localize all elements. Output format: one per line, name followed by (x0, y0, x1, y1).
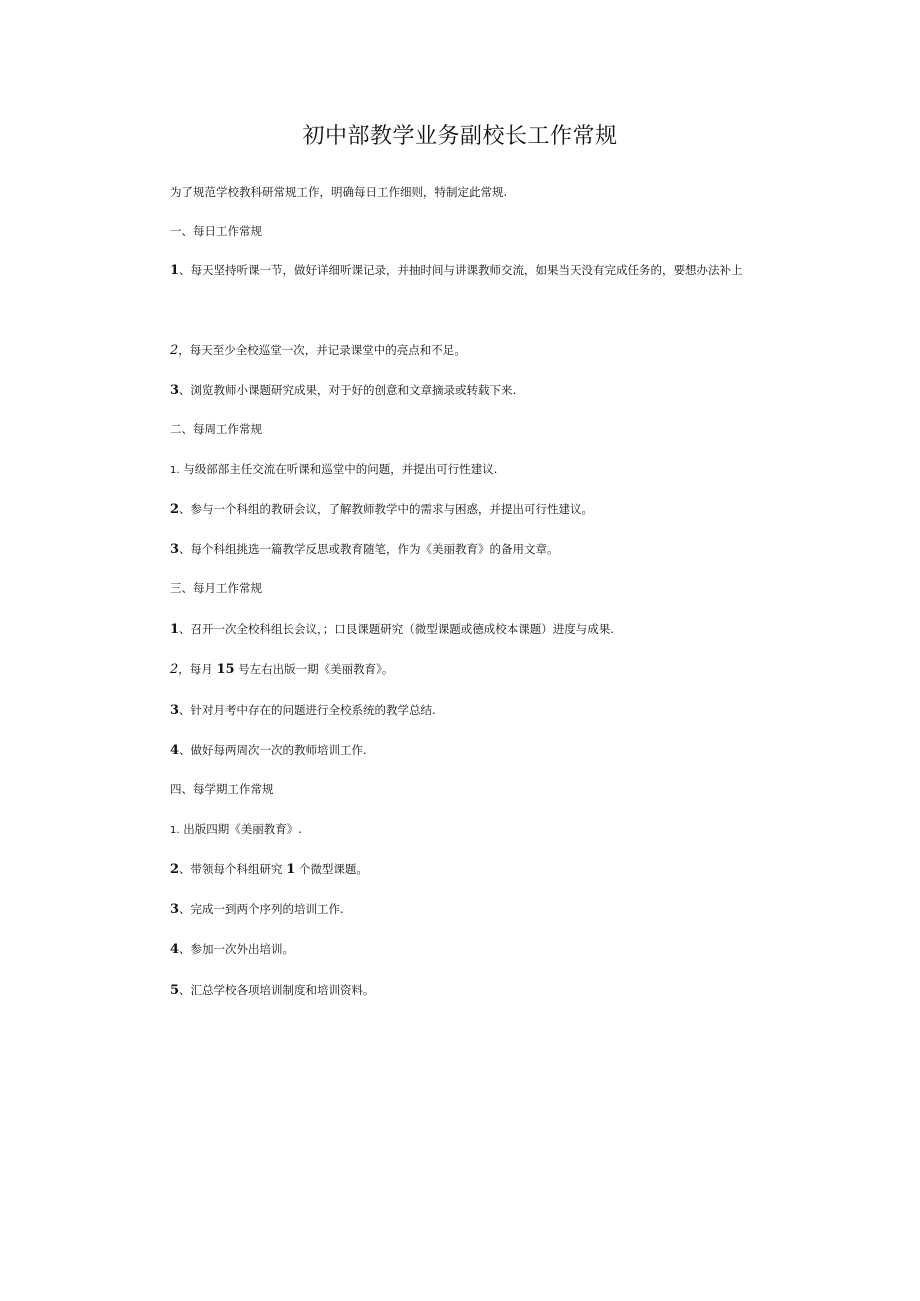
item-text: 做好每两周次一次的教师培训工作. (190, 743, 367, 757)
item-separator: 、 (179, 743, 191, 757)
item-number: 2 (170, 502, 180, 517)
document-title: 初中部教学业务副校长工作常规 (302, 124, 618, 149)
item-separator: 、 (179, 263, 191, 277)
item-text: 每天至少全校巡堂一次，并记录课堂中的亮点和不足。 (189, 343, 466, 357)
list-item (170, 621, 780, 638)
intro-paragraph: 为了规范学校教科研常规工作，明确每日工作细则，特制定此常规. (170, 185, 508, 199)
item-text: 出版四期《美丽教育》. (183, 822, 302, 836)
section-heading-semester: 四、每学期工作常规 (170, 782, 274, 796)
list-item (170, 382, 780, 399)
item-text: 每天坚持听课一节，做好详细听课记录，并抽时间与讲课教师交流，如果当天没有完成任务的，要想办法补上 (190, 263, 743, 277)
item-number: 3 (170, 703, 180, 718)
list-item (170, 901, 780, 918)
list-item (170, 941, 780, 958)
item-text: 浏览教师小课题研究成果，对于好的创意和文章摘录或转载下来. (190, 383, 517, 397)
item-number: 3 (170, 902, 180, 917)
section-heading-weekly: 二、每周工作常规 (170, 422, 262, 436)
item-number: 1 (170, 622, 180, 637)
item-separator: 、 (179, 902, 191, 916)
item-text: 与级部部主任交流在听课和巡堂中的问题，并提出可行性建议. (183, 462, 498, 476)
item-text: 召开一次全校科组长会议，；口艮课题研究（微型课题或德成校本课题）进度与成果. (190, 622, 614, 636)
list-item (170, 861, 780, 878)
section-heading-monthly: 三、每月工作常规 (170, 581, 262, 595)
section-heading-daily: 一、每日工作常规 (170, 224, 262, 238)
list-item (170, 262, 780, 279)
item-number: 1 (170, 263, 180, 278)
item-separator: 、 (179, 942, 191, 956)
item-count-number: 1 (286, 862, 296, 877)
item-text: 个微型课题。 (295, 862, 368, 876)
list-item (170, 821, 780, 839)
item-number: 4 (170, 743, 180, 758)
list-item (170, 702, 780, 719)
list-item (170, 661, 780, 678)
item-separator: 、 (179, 703, 191, 717)
item-text: 每个科组挑选一篇教学反思或教育随笔，作为《美丽教育》的备用文章。 (190, 542, 559, 556)
item-number: 1. (170, 465, 180, 476)
item-separator: 、 (179, 622, 191, 636)
item-separator: 、 (179, 502, 191, 516)
item-text: 参加一次外出培训。 (190, 942, 295, 956)
item-separator: ， (178, 343, 190, 357)
item-text-prefix: 每月 (189, 662, 217, 676)
item-separator: 、 (179, 542, 191, 556)
list-item (170, 461, 780, 479)
item-text: 号左右出版一期《美丽教育》。 (234, 662, 394, 676)
item-separator: ， (178, 662, 190, 676)
item-number: 2 (170, 662, 179, 677)
item-number: 5 (170, 983, 180, 998)
list-item (170, 541, 780, 558)
list-item (170, 742, 780, 759)
list-item (170, 342, 780, 359)
item-number: 3 (170, 542, 180, 557)
item-separator: 、 (179, 862, 191, 876)
item-number: 4 (170, 942, 180, 957)
list-item (170, 501, 780, 518)
item-text: 汇总学校各项培训制度和培训资料。 (190, 983, 375, 997)
item-separator: 、 (179, 383, 191, 397)
item-text-prefix: 带领每个科组研究 (190, 862, 287, 876)
item-separator: 、 (179, 983, 191, 997)
item-text: 参与一个科组的教研会议，了解教师教学中的需求与困惑，并提出可行性建议。 (190, 502, 594, 516)
list-item (170, 982, 780, 999)
item-text: 针对月考中存在的问题进行全校系统的教学总结. (190, 703, 436, 717)
item-number: 1. (170, 825, 180, 836)
item-number: 2 (170, 343, 179, 358)
item-number: 3 (170, 383, 180, 398)
item-text: 完成一到两个序列的培训工作. (190, 902, 344, 916)
item-number: 2 (170, 862, 180, 877)
item-day-number: 15 (216, 662, 235, 677)
